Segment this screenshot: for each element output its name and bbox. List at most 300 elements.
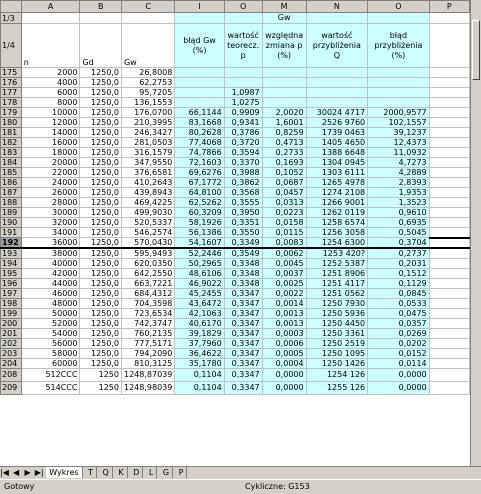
cell-gw[interactable]: 376,6581 <box>121 168 174 178</box>
cell-empty[interactable] <box>429 198 469 208</box>
column-header[interactable]: B <box>80 1 122 13</box>
cell-n[interactable]: 26000 <box>21 188 80 198</box>
cell-zmiana-p[interactable]: 0,0005 <box>262 349 306 359</box>
cell-zmiana-p[interactable]: 0,0000 <box>262 369 306 382</box>
cell-empty[interactable] <box>429 339 469 349</box>
cell-n[interactable]: 48000 <box>21 299 80 309</box>
cell-q[interactable] <box>306 88 368 98</box>
cell-n[interactable]: 52000 <box>21 319 80 329</box>
row-header[interactable]: 201 <box>1 329 22 339</box>
cell-blad-gw[interactable] <box>175 78 224 88</box>
cell-n[interactable]: 30000 <box>21 208 80 218</box>
cell-gw[interactable]: 760,2135 <box>121 329 174 339</box>
header-cell[interactable] <box>121 13 174 24</box>
cell-n[interactable]: 34000 <box>21 228 80 238</box>
cell-q[interactable]: 1405 4650 <box>306 138 368 148</box>
row-header[interactable]: 1/3 <box>1 13 22 24</box>
cell-blad-gw[interactable]: 42,1063 <box>175 309 224 319</box>
cell-blad-q[interactable]: 39,1237 <box>368 128 430 138</box>
cell-blad-q[interactable]: 0,9610 <box>368 208 430 218</box>
row-header[interactable]: 187 <box>1 188 22 198</box>
column-header[interactable]: O <box>368 1 430 13</box>
cell-zmiana-p[interactable]: 0,4713 <box>262 138 306 148</box>
cell-gd[interactable]: 1250,0 <box>80 178 122 188</box>
cell-gw[interactable]: 176,0700 <box>121 108 174 118</box>
row-header[interactable]: 1/4 <box>1 24 22 68</box>
cell-blad-gw[interactable]: 62,5262 <box>175 198 224 208</box>
cell-gw[interactable]: 595,9493 <box>121 248 174 259</box>
cell-blad-q[interactable] <box>368 78 430 88</box>
cell-blad-gw[interactable]: 43,6472 <box>175 299 224 309</box>
cell-n[interactable]: 42000 <box>21 269 80 279</box>
row-header[interactable]: 191 <box>1 228 22 238</box>
cell-zmiana-p[interactable]: 0,0045 <box>262 259 306 269</box>
cell-n[interactable]: 6000 <box>21 88 80 98</box>
cell-n[interactable]: 50000 <box>21 309 80 319</box>
cell-blad-q[interactable]: 1,9353 <box>368 188 430 198</box>
tab-wykres[interactable]: Wykres <box>46 467 82 478</box>
cell-gd[interactable]: 1250,0 <box>80 238 122 249</box>
cell-gw[interactable]: 26,8008 <box>121 68 174 78</box>
cell-gd[interactable]: 1250,0 <box>80 259 122 269</box>
cell-p[interactable] <box>224 68 262 78</box>
cell-blad-gw[interactable] <box>175 98 224 108</box>
cell-p[interactable]: 0,3720 <box>224 138 262 148</box>
cell-blad-gw[interactable]: 40,6170 <box>175 319 224 329</box>
cell-blad-q[interactable]: 0,0357 <box>368 319 430 329</box>
cell-blad-gw[interactable] <box>175 68 224 78</box>
cell-q[interactable]: 1250 4450 <box>306 319 368 329</box>
cell-blad-q[interactable]: 0,0269 <box>368 329 430 339</box>
cell-empty[interactable] <box>429 319 469 329</box>
cell-blad-q[interactable] <box>368 98 430 108</box>
cell-zmiana-p[interactable] <box>262 88 306 98</box>
cell-gw[interactable]: 742,3747 <box>121 319 174 329</box>
cell-gd[interactable]: 1250,0 <box>80 289 122 299</box>
header-cell[interactable] <box>306 13 368 24</box>
row-header[interactable]: 197 <box>1 289 22 299</box>
cell-q[interactable]: 1258 6574 <box>306 218 368 228</box>
row-header[interactable]: 208 <box>1 369 22 382</box>
cell-blad-q[interactable]: 12,4373 <box>368 138 430 148</box>
cell-gd[interactable]: 1250,0 <box>80 329 122 339</box>
cell-gw[interactable]: 1248,98039 <box>121 382 174 395</box>
cell-blad-q[interactable]: 2000,9577 <box>368 108 430 118</box>
cell-gd[interactable]: 1250,0 <box>80 359 122 369</box>
cell-p[interactable]: 0,3370 <box>224 158 262 168</box>
cell-p[interactable]: 0,3594 <box>224 148 262 158</box>
cell-blad-gw[interactable]: 74,7866 <box>175 148 224 158</box>
cell-gd[interactable]: 1250,0 <box>80 128 122 138</box>
row-header[interactable]: 180 <box>1 118 22 128</box>
row-header[interactable]: 175 <box>1 68 22 78</box>
cell-blad-q[interactable] <box>368 88 430 98</box>
cell-blad-gw[interactable]: 64,8100 <box>175 188 224 198</box>
cell-zmiana-p[interactable]: 0,0083 <box>262 238 306 249</box>
row-header[interactable]: 204 <box>1 359 22 369</box>
cell-empty[interactable] <box>429 158 469 168</box>
cell-p[interactable]: 0,3348 <box>224 279 262 289</box>
cell-blad-q[interactable]: 0,2737 <box>368 248 430 259</box>
first-sheet-button[interactable]: |◀ <box>0 468 9 477</box>
cell-q[interactable] <box>306 68 368 78</box>
cell-q[interactable]: 1251 0562 <box>306 289 368 299</box>
cell-p[interactable]: 0,3347 <box>224 339 262 349</box>
tab-t[interactable]: T <box>85 467 97 478</box>
cell-q[interactable]: 1254 126 <box>306 369 368 382</box>
cell-gw[interactable]: 570,0430 <box>121 238 174 249</box>
row-header[interactable]: 195 <box>1 269 22 279</box>
cell-q[interactable]: 1250 1426 <box>306 359 368 369</box>
cell-blad-q[interactable]: 4,7273 <box>368 158 430 168</box>
cell-gd[interactable]: 1250,0 <box>80 148 122 158</box>
cell-gw[interactable]: 794,2090 <box>121 349 174 359</box>
cell-blad-gw[interactable]: 45,2455 <box>175 289 224 299</box>
cell-blad-gw[interactable]: 37,7960 <box>175 339 224 349</box>
cell-blad-gw[interactable]: 50,2965 <box>175 259 224 269</box>
cell-zmiana-p[interactable]: 2,0020 <box>262 108 306 118</box>
cell-empty[interactable] <box>429 269 469 279</box>
row-header[interactable]: 193 <box>1 248 22 259</box>
cell-zmiana-p[interactable]: 0,0000 <box>262 382 306 395</box>
cell-n[interactable]: 46000 <box>21 289 80 299</box>
cell-n[interactable]: 8000 <box>21 98 80 108</box>
row-header[interactable]: 184 <box>1 158 22 168</box>
cell-empty[interactable] <box>429 289 469 299</box>
row-header[interactable]: 199 <box>1 309 22 319</box>
header-cell[interactable] <box>368 13 430 24</box>
cell-gd[interactable]: 1250,0 <box>80 349 122 359</box>
cell-blad-q[interactable]: 0,0000 <box>368 382 430 395</box>
cell-p[interactable]: 0,3347 <box>224 349 262 359</box>
cell-q[interactable]: 1256 3058 <box>306 228 368 238</box>
cell-p[interactable]: 0,3347 <box>224 359 262 369</box>
cell-q[interactable]: 1265 4978 <box>306 178 368 188</box>
cell-empty[interactable] <box>429 259 469 269</box>
cell-p[interactable]: 0,3347 <box>224 289 262 299</box>
cell-zmiana-p[interactable]: 0,0014 <box>262 299 306 309</box>
cell-blad-gw[interactable]: 72,1603 <box>175 158 224 168</box>
cell-n[interactable]: 32000 <box>21 218 80 228</box>
cell-empty[interactable] <box>429 88 469 98</box>
row-header[interactable]: 192 <box>1 238 22 249</box>
cell-gw[interactable]: 546,2574 <box>121 228 174 238</box>
header-cell[interactable] <box>224 13 262 24</box>
header-cell[interactable]: Gw <box>121 24 174 68</box>
tab-g[interactable]: G <box>160 467 173 478</box>
cell-gw[interactable]: 136,1553 <box>121 98 174 108</box>
cell-gw[interactable]: 469,4225 <box>121 198 174 208</box>
header-cell[interactable]: błąd przybliżenia (%) <box>368 24 430 68</box>
cell-n[interactable]: 16000 <box>21 138 80 148</box>
cell-q[interactable] <box>306 98 368 108</box>
column-header[interactable]: A <box>21 1 80 13</box>
cell-gw[interactable]: 777,5171 <box>121 339 174 349</box>
cell-empty[interactable] <box>429 359 469 369</box>
cell-zmiana-p[interactable]: 1,6001 <box>262 118 306 128</box>
header-cell[interactable]: Gw <box>262 13 306 24</box>
column-header[interactable]: N <box>306 1 368 13</box>
row-header[interactable]: 182 <box>1 138 22 148</box>
row-header[interactable]: 194 <box>1 259 22 269</box>
cell-q[interactable]: 1262 0119 <box>306 208 368 218</box>
cell-q[interactable]: 1388 6648 <box>306 148 368 158</box>
cell-n[interactable]: 36000 <box>21 238 80 249</box>
cell-blad-q[interactable]: 0,1129 <box>368 279 430 289</box>
tab-q[interactable]: Q <box>100 467 113 478</box>
cell-p[interactable]: 0,3950 <box>224 208 262 218</box>
cell-n[interactable]: 20000 <box>21 158 80 168</box>
cell-p[interactable]: 0,3347 <box>224 382 262 395</box>
cell-p[interactable]: 0,9909 <box>224 108 262 118</box>
cell-empty[interactable] <box>429 238 469 249</box>
cell-blad-gw[interactable]: 56,1386 <box>175 228 224 238</box>
cell-p[interactable]: 0,9341 <box>224 118 262 128</box>
next-sheet-button[interactable]: ▶ <box>24 468 31 477</box>
cell-p[interactable]: 0,3348 <box>224 269 262 279</box>
cell-blad-gw[interactable]: 52,2446 <box>175 248 224 259</box>
cell-gd[interactable]: 1250,0 <box>80 98 122 108</box>
cell-p[interactable]: 0,3349 <box>224 238 262 249</box>
cell-blad-q[interactable]: 0,0845 <box>368 289 430 299</box>
cell-empty[interactable] <box>429 178 469 188</box>
cell-n[interactable]: 44000 <box>21 279 80 289</box>
cell-q[interactable]: 1254 6300 <box>306 238 368 249</box>
cell-gw[interactable]: 1248,87039 <box>121 369 174 382</box>
cell-p[interactable]: 0,3550 <box>224 228 262 238</box>
cell-p[interactable]: 0,3348 <box>224 259 262 269</box>
cell-blad-q[interactable]: 0,0533 <box>368 299 430 309</box>
cell-blad-q[interactable]: 0,2031 <box>368 259 430 269</box>
cell-blad-gw[interactable]: 60,3209 <box>175 208 224 218</box>
cell-gd[interactable]: 1250,0 <box>80 279 122 289</box>
cell-gw[interactable]: 620,0350 <box>121 259 174 269</box>
cell-p[interactable]: 0,3988 <box>224 168 262 178</box>
cell-blad-gw[interactable]: 80,2628 <box>175 128 224 138</box>
cell-gw[interactable]: 281,0503 <box>121 138 174 148</box>
cell-q[interactable]: 1304 0945 <box>306 158 368 168</box>
row-header[interactable]: 178 <box>1 98 22 108</box>
cell-n[interactable]: 10000 <box>21 108 80 118</box>
cell-gw[interactable]: 663,7221 <box>121 279 174 289</box>
cell-empty[interactable] <box>429 168 469 178</box>
cell-n[interactable]: 4000 <box>21 78 80 88</box>
row-header[interactable]: 185 <box>1 168 22 178</box>
cell-empty[interactable] <box>429 248 469 259</box>
cell-gw[interactable]: 439,8943 <box>121 188 174 198</box>
header-cell[interactable] <box>21 13 80 24</box>
cell-q[interactable]: 1255 126 <box>306 382 368 395</box>
cell-n[interactable]: 14000 <box>21 128 80 138</box>
cell-q[interactable]: 1266 9001 <box>306 198 368 208</box>
cell-blad-q[interactable]: 0,5045 <box>368 228 430 238</box>
cell-q[interactable]: 1739 0463 <box>306 128 368 138</box>
cell-n[interactable]: 22000 <box>21 168 80 178</box>
cell-q[interactable]: 2526 9760 <box>306 118 368 128</box>
cell-gw[interactable]: 642,2550 <box>121 269 174 279</box>
cell-empty[interactable] <box>429 208 469 218</box>
cell-empty[interactable] <box>429 218 469 228</box>
cell-zmiana-p[interactable]: 0,0037 <box>262 269 306 279</box>
cell-zmiana-p[interactable]: 0,0115 <box>262 228 306 238</box>
cell-blad-gw[interactable]: 48,6106 <box>175 269 224 279</box>
row-header[interactable]: 176 <box>1 78 22 88</box>
cell-gd[interactable]: 1250,0 <box>80 218 122 228</box>
cell-gw[interactable]: 246,3427 <box>121 128 174 138</box>
cell-p[interactable]: 0,3347 <box>224 309 262 319</box>
tab-p[interactable]: P <box>176 467 188 478</box>
cell-gd[interactable]: 1250,0 <box>80 88 122 98</box>
cell-gd[interactable]: 1250,0 <box>80 118 122 128</box>
cell-empty[interactable] <box>429 128 469 138</box>
cell-gw[interactable]: 316,1579 <box>121 148 174 158</box>
tab-l[interactable]: L <box>146 467 157 478</box>
prev-sheet-button[interactable]: ◀ <box>12 468 20 477</box>
cell-gd[interactable]: 1250,0 <box>80 168 122 178</box>
cell-empty[interactable] <box>429 108 469 118</box>
cell-empty[interactable] <box>429 118 469 128</box>
scrollbar-thumb[interactable] <box>472 20 480 80</box>
vertical-scrollbar[interactable] <box>470 0 481 466</box>
select-all-corner[interactable] <box>1 1 22 13</box>
cell-empty[interactable] <box>429 228 469 238</box>
cell-q[interactable]: 1250 5936 <box>306 309 368 319</box>
row-header[interactable]: 202 <box>1 339 22 349</box>
cell-blad-gw[interactable]: 77,4068 <box>175 138 224 148</box>
cell-gd[interactable]: 1250,0 <box>80 208 122 218</box>
cell-blad-gw[interactable]: 69,6276 <box>175 168 224 178</box>
tab-k[interactable]: K <box>115 467 127 478</box>
header-cell[interactable]: wartość teorecz. p <box>224 24 262 68</box>
cell-q[interactable]: 1250 7930 <box>306 299 368 309</box>
cell-blad-q[interactable]: 0,0475 <box>368 309 430 319</box>
cell-gw[interactable]: 347,9550 <box>121 158 174 168</box>
cell-p[interactable] <box>224 78 262 88</box>
cell-blad-q[interactable]: 0,3704 <box>368 238 430 249</box>
cell-p[interactable]: 0,3786 <box>224 128 262 138</box>
cell-zmiana-p[interactable]: 0,2733 <box>262 148 306 158</box>
cell-blad-gw[interactable]: 66,1144 <box>175 108 224 118</box>
cell-zmiana-p[interactable] <box>262 68 306 78</box>
cell-zmiana-p[interactable]: 0,1693 <box>262 158 306 168</box>
column-header[interactable]: C <box>121 1 174 13</box>
cell-gd[interactable]: 1250,0 <box>80 269 122 279</box>
cell-blad-gw[interactable]: 67,1772 <box>175 178 224 188</box>
cell-gd[interactable]: 1250 <box>80 369 122 382</box>
cell-q[interactable]: 1250 1095 <box>306 349 368 359</box>
cell-gw[interactable]: 95,7205 <box>121 88 174 98</box>
cell-gw[interactable]: 723,6534 <box>121 309 174 319</box>
cell-n[interactable]: 24000 <box>21 178 80 188</box>
cell-blad-q[interactable]: 0,0202 <box>368 339 430 349</box>
cell-zmiana-p[interactable]: 0,0013 <box>262 309 306 319</box>
cell-zmiana-p[interactable]: 0,0022 <box>262 289 306 299</box>
cell-q[interactable]: 1253 420? <box>306 248 368 259</box>
cell-blad-gw[interactable]: 36,4622 <box>175 349 224 359</box>
cell-gd[interactable]: 1250,0 <box>80 78 122 88</box>
cell-gd[interactable]: 1250,0 <box>80 108 122 118</box>
header-cell[interactable]: błąd Gw (%) <box>175 24 224 68</box>
cell-p[interactable]: 1,0275 <box>224 98 262 108</box>
cell-blad-gw[interactable]: 58,1926 <box>175 218 224 228</box>
cell-zmiana-p[interactable]: 0,0013 <box>262 319 306 329</box>
cell-n[interactable]: 18000 <box>21 148 80 158</box>
cell-gw[interactable]: 499,9030 <box>121 208 174 218</box>
cell-blad-gw[interactable]: 54,1607 <box>175 238 224 249</box>
cell-blad-q[interactable]: 2,8393 <box>368 178 430 188</box>
cell-n[interactable]: 40000 <box>21 259 80 269</box>
cell-gd[interactable]: 1250,0 <box>80 319 122 329</box>
cell-zmiana-p[interactable]: 0,8259 <box>262 128 306 138</box>
cell-empty[interactable] <box>429 299 469 309</box>
cell-gw[interactable]: 62,2753 <box>121 78 174 88</box>
row-header[interactable]: 177 <box>1 88 22 98</box>
cell-zmiana-p[interactable] <box>262 78 306 88</box>
cell-blad-q[interactable]: 0,0000 <box>368 369 430 382</box>
cell-zmiana-p[interactable]: 0,0687 <box>262 178 306 188</box>
cell-blad-gw[interactable]: 83,1668 <box>175 118 224 128</box>
cell-q[interactable]: 1250 3361 <box>306 329 368 339</box>
header-cell[interactable] <box>175 13 224 24</box>
cell-empty[interactable] <box>429 279 469 289</box>
row-header[interactable]: 200 <box>1 319 22 329</box>
cell-empty[interactable] <box>429 138 469 148</box>
cell-zmiana-p[interactable]: 0,0025 <box>262 279 306 289</box>
cell-blad-gw[interactable]: 0,1104 <box>175 369 224 382</box>
cell-gd[interactable]: 1250,0 <box>80 299 122 309</box>
cell-zmiana-p[interactable]: 0,0062 <box>262 248 306 259</box>
cell-blad-q[interactable] <box>368 68 430 78</box>
row-header[interactable]: 203 <box>1 349 22 359</box>
cell-n[interactable]: 56000 <box>21 339 80 349</box>
header-cell[interactable]: n <box>21 24 80 68</box>
cell-p[interactable]: 0,3347 <box>224 369 262 382</box>
cell-blad-q[interactable]: 0,0114 <box>368 359 430 369</box>
cell-p[interactable]: 1,0987 <box>224 88 262 98</box>
cell-empty[interactable] <box>429 369 469 382</box>
cell-q[interactable]: 1251 4117 <box>306 279 368 289</box>
cell-p[interactable]: 0,3347 <box>224 329 262 339</box>
cell-blad-q[interactable]: 0,1512 <box>368 269 430 279</box>
row-header[interactable]: 196 <box>1 279 22 289</box>
cell-n[interactable]: 28000 <box>21 198 80 208</box>
cell-blad-q[interactable]: 11,0932 <box>368 148 430 158</box>
cell-gd[interactable]: 1250,0 <box>80 68 122 78</box>
cell-p[interactable]: 0,3549 <box>224 248 262 259</box>
cell-n[interactable]: 54000 <box>21 329 80 339</box>
cell-gw[interactable]: 704,3598 <box>121 299 174 309</box>
header-cell[interactable] <box>429 24 469 68</box>
cell-empty[interactable] <box>429 382 469 395</box>
last-sheet-button[interactable]: ▶| <box>34 468 44 477</box>
row-header[interactable]: 186 <box>1 178 22 188</box>
row-header[interactable]: 189 <box>1 208 22 218</box>
cell-q[interactable]: 1303 6111 <box>306 168 368 178</box>
column-header[interactable]: O <box>224 1 262 13</box>
cell-zmiana-p[interactable]: 0,0004 <box>262 359 306 369</box>
cell-q[interactable]: 1251 8906 <box>306 269 368 279</box>
row-header[interactable]: 190 <box>1 218 22 228</box>
cell-gd[interactable]: 1250,0 <box>80 158 122 168</box>
cell-gw[interactable]: 410,2643 <box>121 178 174 188</box>
cell-zmiana-p[interactable]: 0,0003 <box>262 329 306 339</box>
cell-empty[interactable] <box>429 329 469 339</box>
column-header[interactable]: M <box>262 1 306 13</box>
header-cell[interactable] <box>429 13 469 24</box>
cell-empty[interactable] <box>429 309 469 319</box>
cell-n[interactable]: 38000 <box>21 248 80 259</box>
cell-gd[interactable]: 1250,0 <box>80 339 122 349</box>
